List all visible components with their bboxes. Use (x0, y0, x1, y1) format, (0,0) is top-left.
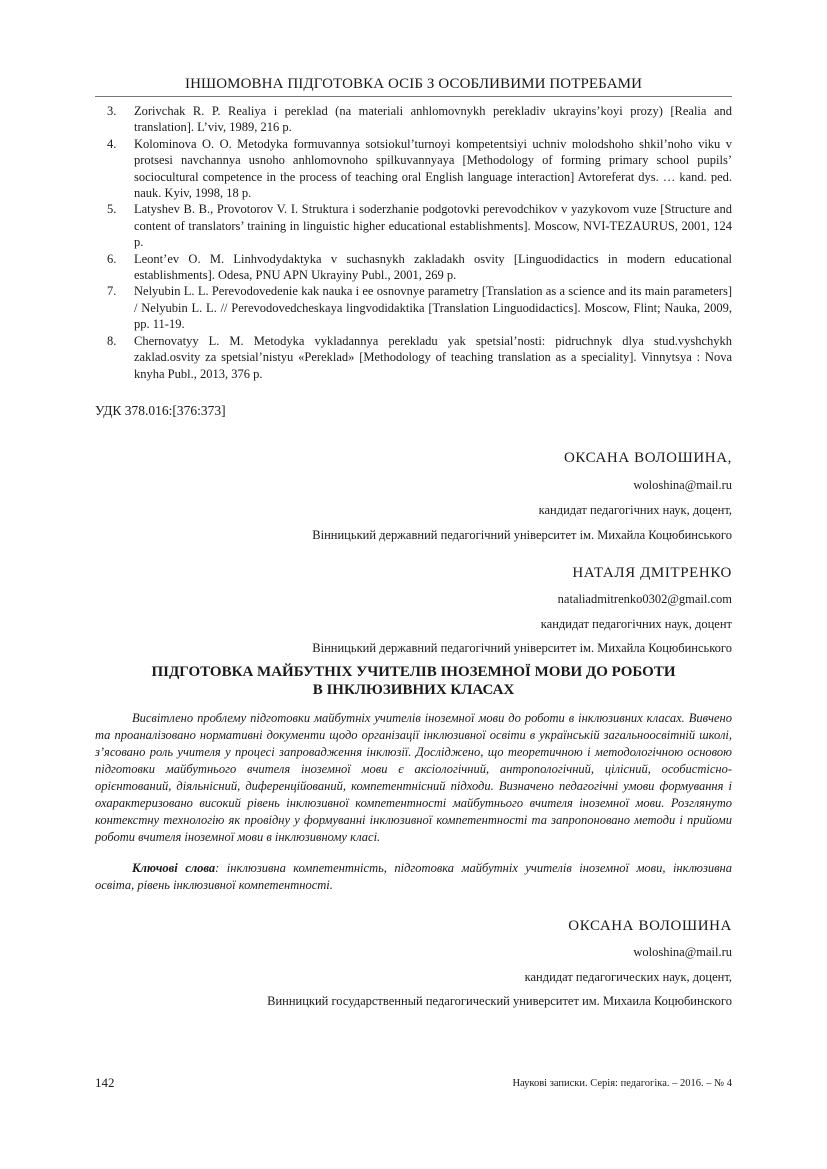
article-title-line: В ІНКЛЮЗИВНИХ КЛАСАХ (312, 682, 515, 698)
reference-item (107, 283, 732, 332)
article-title (95, 663, 732, 699)
reference-text: Latyshev B. B., Provotorov V. I. Struktura i soderzhanie podgotovki perevodchikov v yazykovom vuze [Structure and content of translators’ training in linguistic higher educational establishments]. Moscow, NVI-TEZAURUS, 2001, 124 p. (134, 202, 732, 250)
journal-footer: Наукові записки. Серія: педагогіка. – 2016. – № 4 (512, 1078, 732, 1089)
reference-number: 7. (107, 284, 117, 299)
author-degree: кандидат педагогічних наук, доцент (540, 617, 732, 631)
reference-list (107, 103, 732, 382)
author-degree: кандидат педагогічних наук, доцент, (538, 503, 732, 517)
reference-item (107, 333, 732, 382)
author-name: ОКСАНА ВОЛОШИНА, (563, 450, 732, 466)
reference-item (107, 136, 732, 202)
reference-number: 8. (107, 333, 117, 348)
reference-item (107, 103, 732, 136)
keywords (95, 860, 732, 894)
author-name: ОКСАНА ВОЛОШИНА (568, 918, 732, 934)
reference-number: 4. (107, 136, 117, 151)
author-degree: кандидат педагогических наук, доцент, (524, 970, 732, 984)
reference-number: 3. (107, 104, 117, 118)
reference-text: Chernovatyy L. M. Metodyka vykladannya perekladu yak spetsial’nosti: pidruchnyk dlya stud.vyshchykh zaklad.osvity za spetsial’nistyu «Pereklad» [Methodology of teaching translation as a speciality]. Vinnytsya : Nova knyha Publ., 2013, 376 p. (134, 333, 732, 381)
author-affiliation: Вінницький державний педагогічний університет ім. Михайла Коцюбинського (312, 528, 732, 542)
article-title-line: ПІДГОТОВКА МАЙБУТНІХ УЧИТЕЛІВ ІНОЗЕМНОЇ МОВИ ДО РОБОТИ (151, 664, 676, 680)
reference-text: Leont’ev O. M. Linhvodydaktyka v suchasnykh zakladakh osvity [Linguodidactics in modern educational establishments]. Odesa, PNU APN Ukrayiny Publ., 2001, 269 p. (134, 251, 732, 283)
author-name: НАТАЛЯ ДМІТРЕНКО (572, 565, 732, 581)
author-email: woloshina@mail.ru (633, 478, 732, 492)
keywords-text: : інклюзивна компетентність, підготовка майбутніх учителів іноземної мови, інклюзивна освіта, рівень інклюзивної компетентності. (95, 861, 732, 892)
keywords-label: Ключові слова (132, 861, 216, 875)
reference-text: Nelyubin L. L. Perevodovedenie kak nauka i ee osnovnye parametry [Translation as a science and its main parameters] / Nelyubin L. L. // Perevodovedcheskaya lingvodidaktika [Translation Linguodidactics]. Moscow, Flint; Nauka, 2009, pp. 11-19. (134, 284, 732, 332)
abstract: Висвітлено проблему підготовки майбутніх учителів іноземної мови до роботи в інклюзивних класах. Вивчено та проаналізовано нормативні документи щодо організації інклюзивної освіти в українській загальноосвітній школі, з’ясовано роль учителя у процесі запровадження інклюзії. Досліджено, що теоретичною і методологічною основою підготовки майбутнього вчителя іноземної мови є аксіологічний, антропологічний, цілісний, особистісно-орієнтований, діяльнісний, диференційований, компетентнісний підходи. Визначено педагогічні умови формування і охарактеризовано високий рівень інклюзивної компетентності майбутнього вчителя іноземної мови. Розглянуто контекстну технологію як провідну у формуванні інклюзивної компетентності та запропоновано методи і прийоми роботи вчителя іноземної мови в інклюзивному класі. (95, 711, 732, 844)
author-affiliation: Винницкий государственный педагогический университет им. Михаила Коцюбинского (267, 994, 732, 1008)
udk-code: УДК 378.016:[376:373] (95, 403, 226, 418)
author-email: woloshina@mail.ru (633, 945, 732, 959)
reference-text: Kolominova O. O. Metodyka formuvannya sotsiokul’turnoyi kompetentsiyi uchniv molodshoho shkil’noho viku v protsesi navchannya usnoho anhlomovnoho spilkuvannyaya [Methodology of forming primary school pupils’ sociocultural competence in the process of teaching oral English language interaction] Avtoreferat dys. … kand. ped. nauk. Kyiv, 1998, 18 p. (134, 136, 732, 201)
page-number: 142 (95, 1075, 115, 1090)
reference-item (107, 201, 732, 250)
author-email: nataliadmitrenko0302@gmail.com (557, 592, 732, 606)
reference-number: 6. (107, 251, 117, 266)
reference-item (107, 251, 732, 284)
reference-text: Zorivchak R. P. Realiya i pereklad (na materiali anhlomovnykh perekladiv ukrayins’koyi prozy) [Realia and translation]. L’viv, 1989, 216 p. (134, 104, 732, 135)
reference-number: 5. (107, 202, 117, 217)
author-affiliation: Вінницький державний педагогічний університет ім. Михайла Коцюбинського (312, 641, 732, 655)
running-head: ІНШОМОВНА ПІДГОТОВКА ОСІБ З ОСОБЛИВИМИ ПОТРЕБАМИ (184, 76, 642, 92)
header-rule (95, 96, 732, 97)
